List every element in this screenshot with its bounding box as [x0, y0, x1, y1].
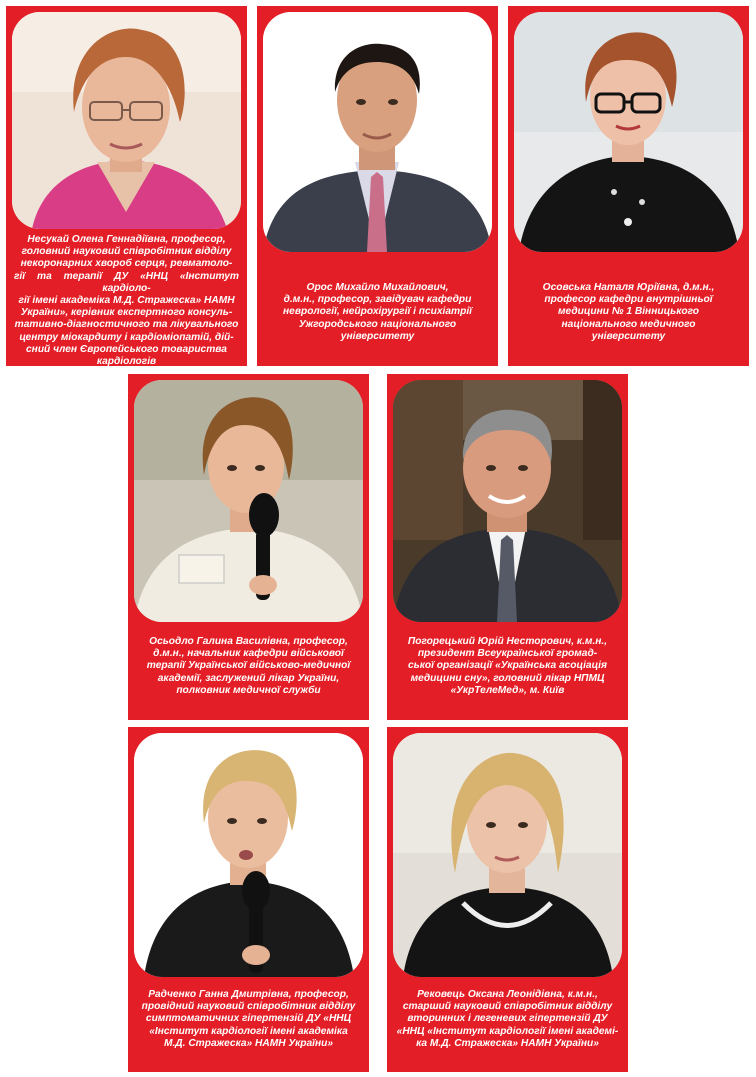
speaker-caption: Орос Михайло Михайлович, д.м.н., професор, завідувач кафедри неврології, нейрохірургії і психіатрії Ужгородського національного університету	[283, 282, 472, 342]
portrait-man-suit-office-icon	[393, 380, 622, 622]
speaker-caption: Осовська Наталя Юріївна, д.м.н., професор кафедри внутрішньої медицини № 1 Вінницького національного медичного університету	[542, 282, 715, 342]
speaker-caption: Несукай Олена Геннадіївна, професор, головний науковий співробітник відділу некоронарних хвороб серця, ревматоло- гії та терапії ДУ «ННЦ «Інститут кардіоло- гії імені академіка М.Д. Стражеска» НАМН України», керівник експертного консуль- тативно-діагностичного та лікувального центру міокардиту і кардіоміопатій, дій- сний член Європейського товариства кардіологів	[14, 234, 239, 368]
speaker-card-5	[387, 374, 628, 720]
speaker-card-6	[128, 727, 369, 1072]
speaker-caption: Радченко Ганна Дмитрівна, професор, провідний науковий співробітник відділу симптоматичних гіпертензій ДУ «ННЦ «Інститут кардіології імені академіка М.Д. Стражеска» НАМН України»	[141, 989, 356, 1049]
portrait-woman-microphone-icon	[134, 380, 363, 622]
portrait-woman-microphone-blonde-icon	[134, 733, 363, 977]
speaker-caption: Осьодло Галина Василівна, професор, д.м.н., начальник кафедри військової терапії Української військово-медичної академії, заслужений лікар України, полковник медичної служби	[146, 636, 351, 696]
speaker-card-1	[6, 6, 247, 366]
speaker-photo	[134, 733, 363, 977]
speaker-photo	[134, 380, 363, 622]
portrait-woman-glasses-dark-icon	[514, 12, 743, 252]
portrait-man-suit-icon	[263, 12, 492, 252]
speaker-card-7	[387, 727, 628, 1072]
speaker-card-3	[508, 6, 749, 366]
speaker-photo	[12, 12, 241, 229]
speaker-caption: Погорецький Юрій Несторович, к.м.н., президент Всеукраїнської громад- ської організації «Українська асоціація медицини сну», головний лікар НПМЦ «УкрТелеМед», м. Київ	[407, 636, 608, 696]
speaker-photo	[393, 733, 622, 977]
portrait-woman-blonde-icon	[393, 733, 622, 977]
speaker-caption: Рековець Оксана Леонідівна, к.м.н., старший науковий співробітник відділу вторинних і легеневих гіпертензій ДУ «ННЦ «Інститут кардіології імені академі- ка М.Д. Стражеска» НАМН України»	[396, 989, 619, 1049]
speaker-photo	[393, 380, 622, 622]
speaker-card-2	[257, 6, 498, 366]
speaker-card-4	[128, 374, 369, 720]
portrait-woman-glasses-icon	[12, 12, 241, 229]
speaker-photo	[263, 12, 492, 252]
speaker-photo	[514, 12, 743, 252]
